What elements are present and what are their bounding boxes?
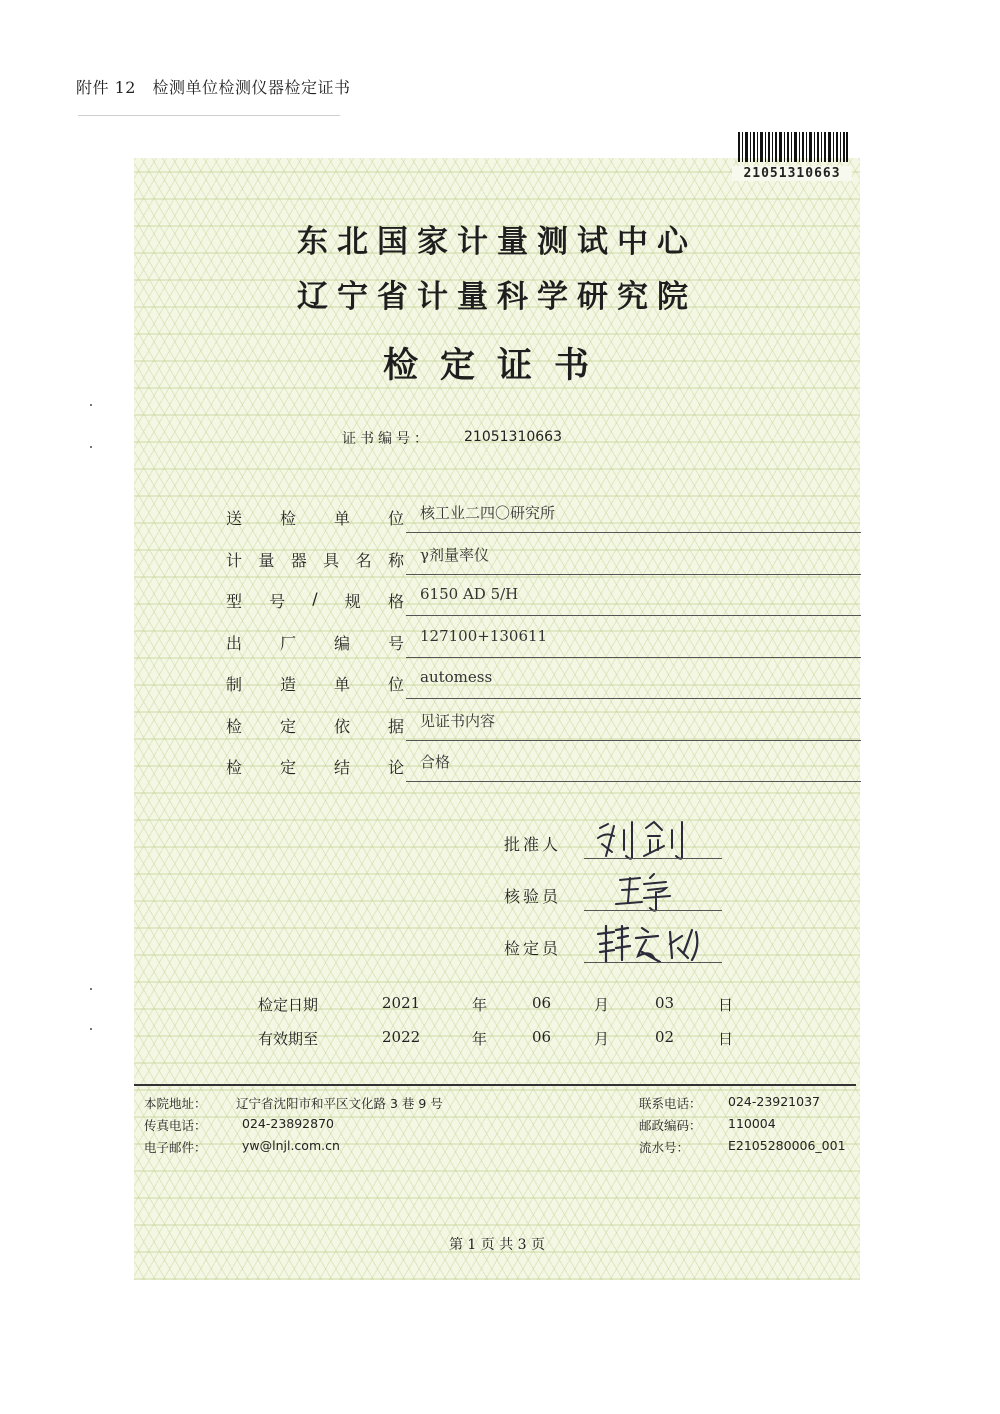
field-underline — [406, 615, 861, 616]
field-row — [226, 662, 771, 702]
fax-value: 024-23892870 — [242, 1116, 334, 1131]
field-value: 6150 AD 5/H — [420, 585, 519, 603]
field-label-char: 器 — [290, 550, 307, 570]
margin-dot — [90, 446, 92, 448]
field-label-char: 依 — [333, 716, 350, 736]
valid-year: 2022 — [382, 1028, 421, 1046]
field-label-char: 号 — [387, 633, 404, 653]
verification-date — [258, 994, 738, 1020]
serial-label: 流水号： — [639, 1140, 690, 1155]
verifier-signature-line — [584, 962, 722, 963]
field-label-char: 检 — [226, 758, 243, 777]
attachment-title: 附件 12 检测单位检测仪器检定证书 — [76, 78, 351, 97]
field-label-char: 量 — [258, 550, 275, 570]
verifier-signature — [592, 922, 712, 966]
field-row — [226, 538, 771, 578]
postcode-value: 110004 — [728, 1116, 776, 1131]
field-underline — [406, 574, 861, 575]
field-value: automess — [420, 668, 493, 686]
phone-value: 024-23921037 — [728, 1094, 820, 1109]
month-char: 月 — [594, 996, 610, 1014]
field-label-char: 具 — [323, 550, 340, 570]
field-label-char: 名 — [355, 550, 372, 570]
approver-label: 批准人 — [504, 835, 562, 854]
field-label-char: 号 — [269, 592, 286, 611]
field-label-char: 检 — [279, 509, 296, 528]
barcode-number: 21051310663 — [732, 166, 852, 181]
cert-number-label: 证书编号： — [342, 431, 432, 447]
field-label-char: 位 — [387, 675, 404, 694]
phone-label: 联系电话： — [639, 1096, 702, 1111]
field-row — [226, 496, 771, 536]
field-value: γ剂量率仪 — [420, 545, 489, 564]
address-label: 本院地址： — [144, 1096, 207, 1111]
margin-dot — [90, 988, 92, 990]
field-underline — [406, 740, 861, 741]
margin-dot — [90, 1028, 92, 1030]
org-title-primary: 东北国家计量测试中心 — [297, 224, 697, 260]
field-label-char: 编 — [333, 633, 350, 653]
day-char: 日 — [718, 996, 734, 1014]
field-label-char: 据 — [387, 716, 404, 736]
approver-signature — [592, 818, 702, 862]
field-label — [226, 755, 404, 778]
field-underline — [406, 532, 861, 533]
verification-day: 03 — [655, 994, 675, 1012]
field-label-char: 单 — [333, 509, 350, 528]
valid-until-date — [258, 1028, 738, 1054]
field-label — [226, 714, 404, 737]
certificate-page — [134, 158, 860, 1280]
checker-row — [504, 874, 724, 914]
field-label-char: 厂 — [279, 633, 296, 653]
page-number: 第 1 页 共 3 页 — [448, 1237, 546, 1253]
footer-divider — [134, 1084, 856, 1086]
verification-month: 06 — [532, 994, 552, 1012]
checker-signature — [592, 870, 702, 914]
field-label — [226, 548, 404, 571]
field-row — [226, 579, 771, 619]
cert-number-value: 21051310663 — [464, 429, 562, 445]
margin-dot — [90, 404, 92, 406]
field-row — [226, 745, 771, 785]
email-value: yw@lnjl.com.cn — [242, 1138, 340, 1153]
field-label-char: 论 — [387, 758, 404, 777]
valid-month: 06 — [532, 1028, 552, 1046]
field-value: 合格 — [420, 753, 451, 771]
field-label-char: 定 — [279, 716, 296, 736]
serial-value: E2105280006_001 — [728, 1138, 846, 1153]
verification-date-label: 检定日期 — [258, 996, 319, 1014]
field-value: 核工业二四〇研究所 — [420, 504, 556, 522]
field-row — [226, 704, 771, 744]
field-label-char: 检 — [226, 716, 243, 736]
address-value: 辽宁省沈阳市和平区文化路 3 巷 9 号 — [236, 1096, 443, 1111]
field-label-char: 格 — [387, 592, 404, 611]
field-label — [226, 631, 404, 654]
verifier-label: 检定员 — [504, 939, 562, 958]
document-title: 检定证书 — [382, 346, 611, 386]
field-label-char: 规 — [344, 592, 361, 611]
field-label — [226, 672, 404, 695]
field-label — [226, 506, 404, 529]
field-label-char: 位 — [387, 509, 404, 528]
field-label-char: 制 — [226, 675, 243, 694]
verifier-row — [504, 926, 724, 966]
field-label-char: 结 — [333, 758, 350, 777]
field-label-char: / — [312, 589, 318, 608]
field-label-char: 称 — [387, 550, 404, 570]
valid-day: 02 — [655, 1028, 675, 1046]
checker-label: 核验员 — [504, 887, 562, 906]
field-label-char: 单 — [333, 675, 350, 694]
approver-signature-line — [584, 858, 722, 859]
org-title-secondary: 辽宁省计量科学研究院 — [297, 279, 697, 315]
email-label: 电子邮件： — [144, 1140, 207, 1155]
field-label-char: 定 — [279, 758, 296, 777]
field-label-char: 送 — [226, 509, 243, 528]
approver-row — [504, 822, 724, 862]
barcode — [738, 132, 848, 162]
fax-label: 传真电话： — [144, 1118, 207, 1133]
field-label-char: 型 — [226, 592, 243, 611]
year-char: 年 — [472, 1030, 488, 1048]
checker-signature-line — [584, 910, 722, 911]
field-underline — [406, 657, 861, 658]
postcode-label: 邮政编码： — [639, 1118, 702, 1133]
valid-until-label: 有效期至 — [258, 1030, 319, 1048]
field-label — [226, 589, 404, 612]
year-char: 年 — [472, 996, 488, 1014]
day-char: 日 — [718, 1030, 734, 1048]
field-label-char: 造 — [279, 675, 296, 694]
field-value: 见证书内容 — [420, 711, 496, 730]
verification-year: 2021 — [382, 994, 421, 1012]
field-row — [226, 621, 771, 661]
month-char: 月 — [594, 1030, 610, 1048]
header-divider — [78, 115, 340, 116]
field-underline — [406, 781, 861, 782]
field-underline — [406, 698, 861, 699]
field-value: 127100+130611 — [420, 626, 548, 645]
field-label-char: 计 — [226, 550, 243, 570]
field-label-char: 出 — [226, 633, 243, 653]
